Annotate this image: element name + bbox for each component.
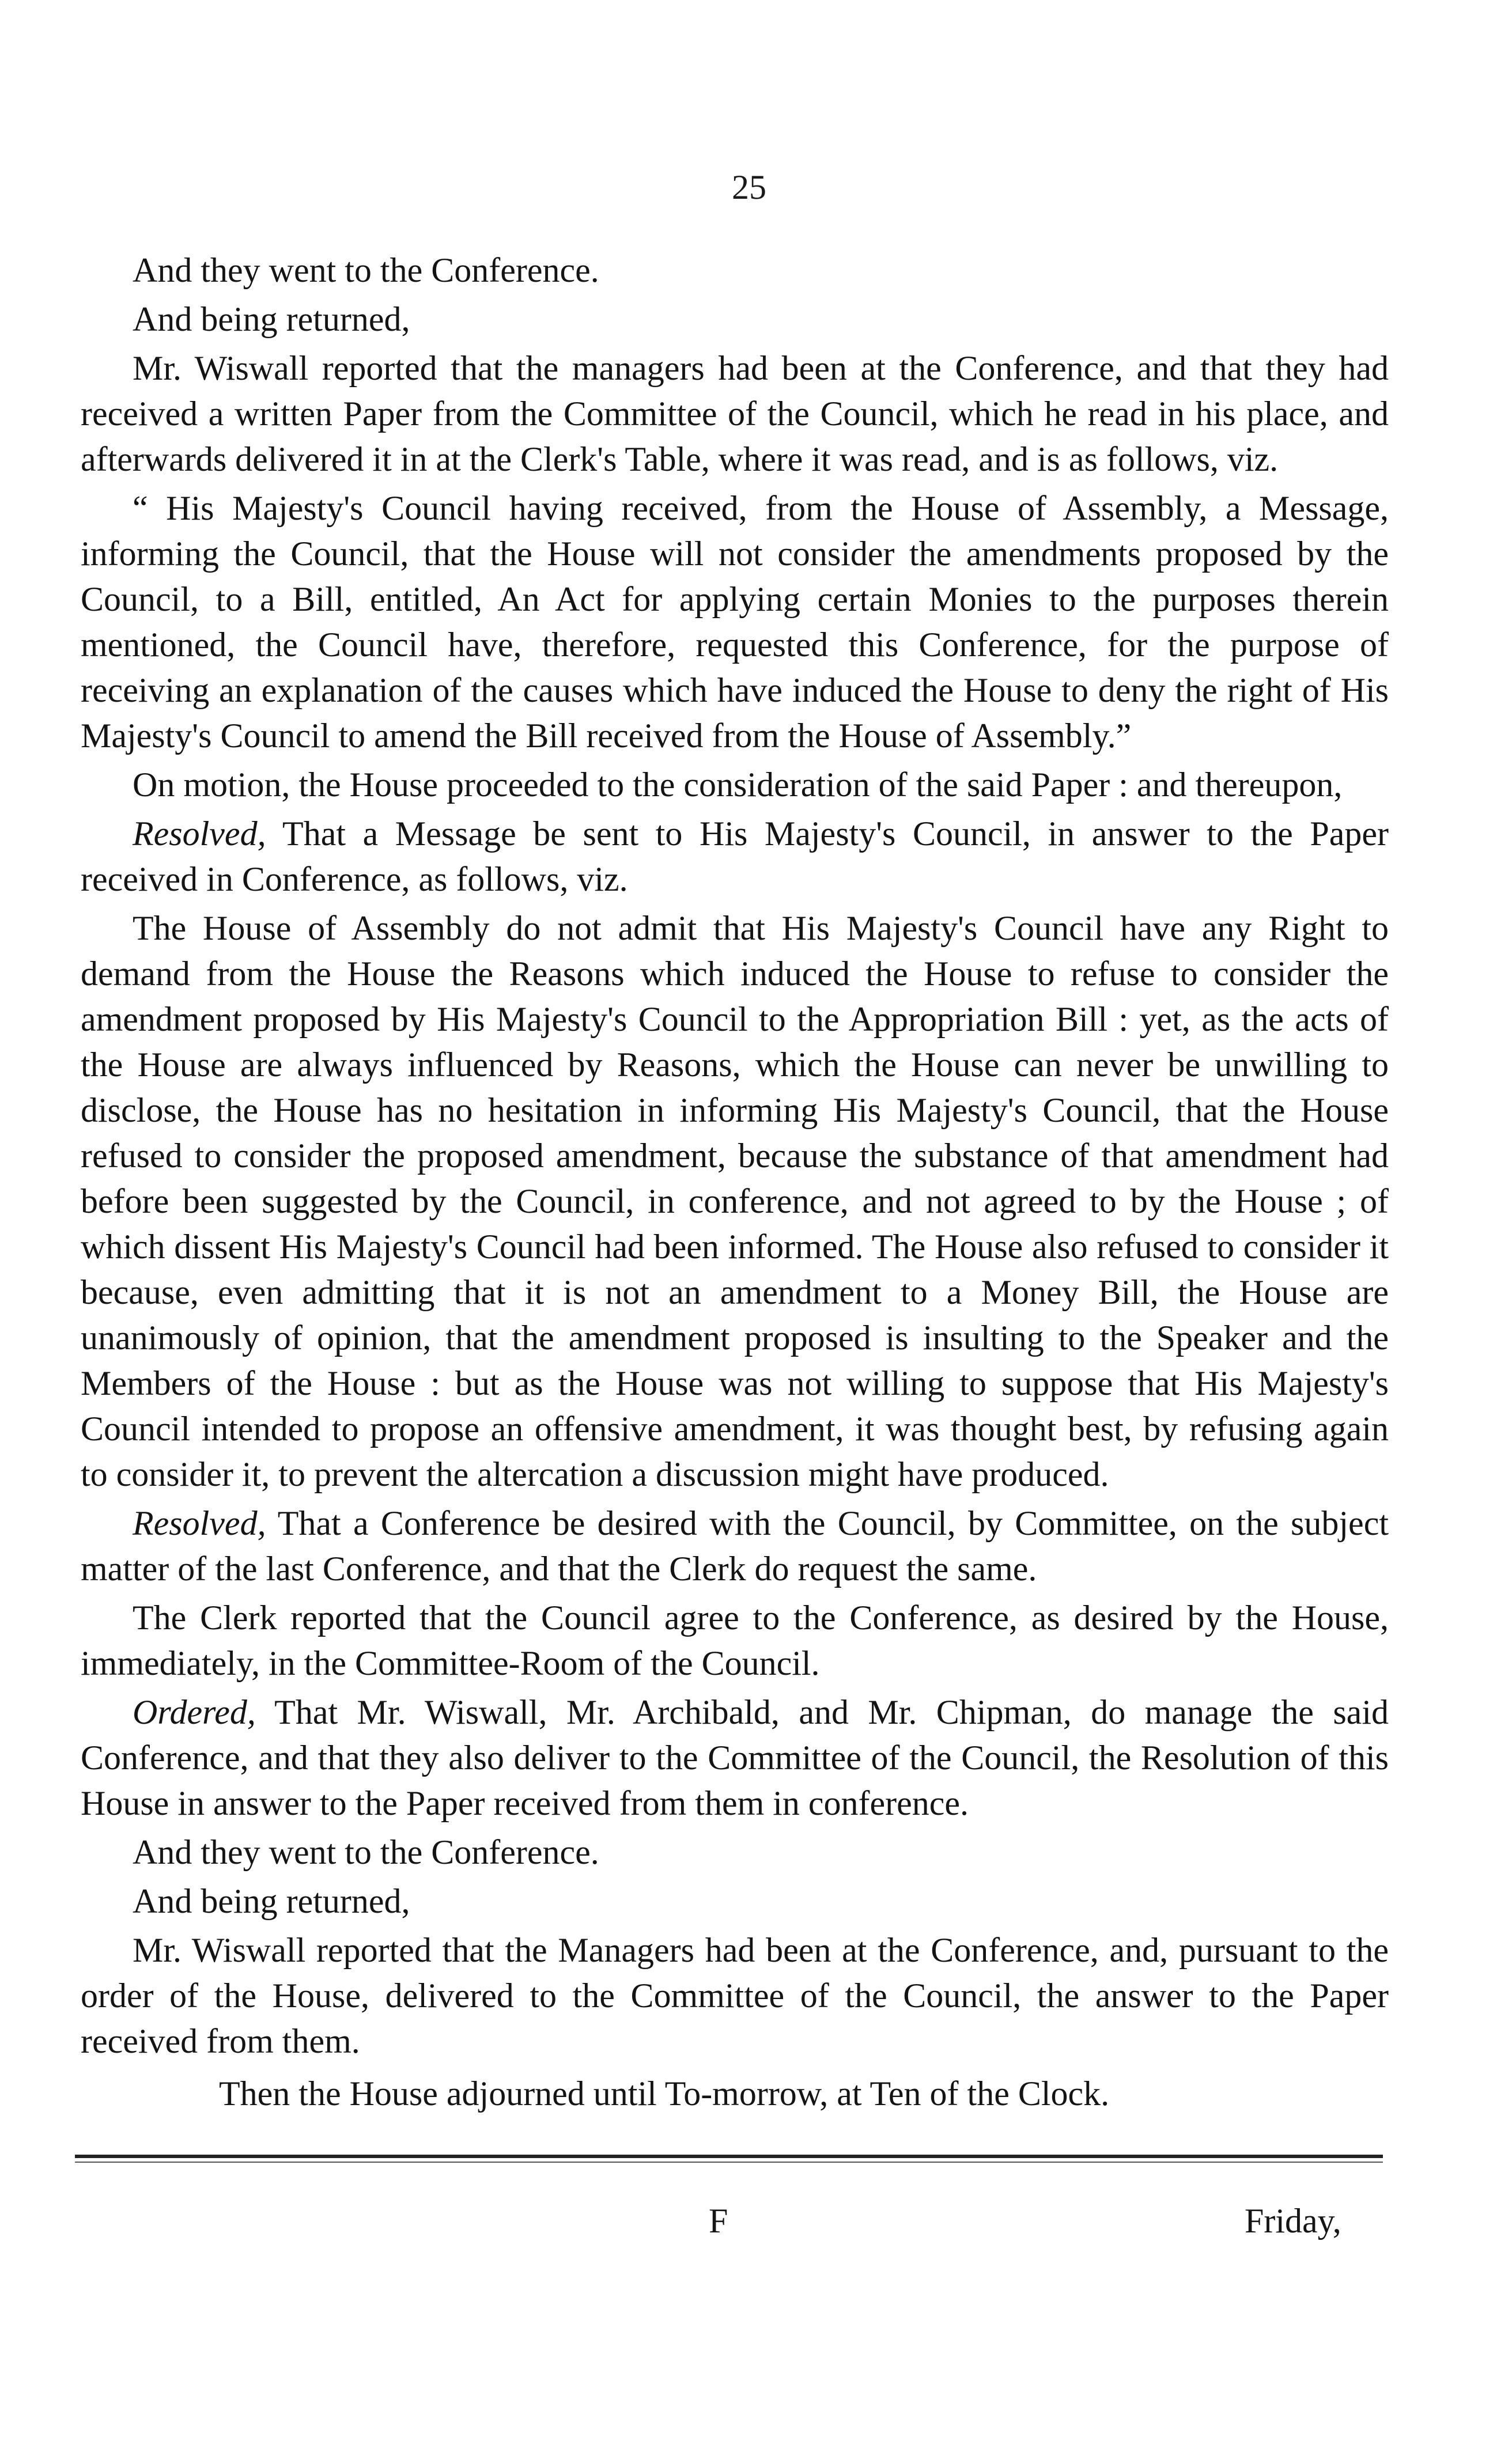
paragraph-text: And being returned, — [133, 300, 410, 338]
page-number: 25 — [732, 168, 766, 206]
paragraph-2 — [81, 297, 1389, 342]
paragraph-text: That Mr. Wiswall, Mr. Archibald, and Mr. Chipman, do manage the said Conference, and that they also deliver to the Committee of the Council, the Resolution of this House in answer to the Paper received from them in conference. — [81, 1693, 1389, 1822]
paragraph-lead: Resolved, — [133, 1504, 266, 1542]
paragraph-3 — [81, 346, 1389, 482]
paragraph-text: And they went to the Conference. — [133, 1833, 599, 1871]
paragraph-text: Mr. Wiswall reported that the managers had been at the Conference, and that they had received a written Paper from the Committee of the Council, which he read in his place, and afterwards delivered it in at the Clerk's Table, where it was read, and is as follows, viz. — [81, 349, 1389, 478]
paragraph-text: That a Message be sent to His Majesty's Council, in answer to the Paper received in Conference, as follows, viz. — [81, 815, 1389, 898]
paragraph-text: And being returned, — [133, 1882, 410, 1920]
journal-body — [81, 248, 1389, 2068]
paragraph-text: The House of Assembly do not admit that His Majesty's Council have any Right to demand from the House the Reasons which induced the House to refuse to consider the amendment proposed by His Majesty's Council to the Appropriation Bill : yet, as the acts of the House are always influenced by Reasons, which the House can never be unwilling to disclose, the House has no hesitation in informing His Majesty's Council, that the House refused to consider the proposed amendment, because the substance of that amendment had before been suggested by the Council, in conference, and not agreed to by the House ; of which dissent His Majesty's Council had been informed. The House also refused to consider it because, even admitting that it is not an amendment to a Money Bill, the House are unanimously of opinion, that the amendment proposed is insulting to the Speaker and the Members of the House : but as the House was not willing to suppose that His Majesty's Council intended to propose an offensive amendment, it was thought best, by refusing again to consider it, to prevent the altercation a discussion might have produced. — [81, 909, 1389, 1493]
paragraph-text: The Clerk reported that the Council agree to the Conference, as desired by the House, immediately, in the Committee-Room of the Council. — [81, 1599, 1389, 1682]
paragraph-9 — [81, 1595, 1389, 1686]
paragraph-10 — [81, 1690, 1389, 1826]
paragraph-text: And they went to the Conference. — [133, 251, 599, 289]
catchword: Friday, — [1245, 2202, 1341, 2240]
section-divider — [75, 2155, 1383, 2158]
paragraph-text: On motion, the House proceeded to the consideration of the said Paper : and thereupon, — [133, 766, 1343, 804]
paragraph-12 — [81, 1879, 1389, 1924]
paragraph-6 — [81, 811, 1389, 902]
council-paper-quote — [81, 486, 1389, 759]
paragraph-8 — [81, 1501, 1389, 1592]
paragraph-11 — [81, 1830, 1389, 1875]
paragraph-lead: Resolved, — [133, 815, 266, 853]
paragraph-lead: Ordered, — [133, 1693, 256, 1731]
paragraph-1 — [81, 248, 1389, 293]
paragraph-text: Mr. Wiswall reported that the Managers had been at the Conference, and, pursuant to the order of the House, delivered to the Committee of the Council, the answer to the Paper received from them. — [81, 1931, 1389, 2060]
section-divider-thin — [75, 2162, 1383, 2163]
signature-mark: F — [709, 2202, 728, 2240]
adjournment-line: Then the House adjourned until To-morrow, at Ten of the Clock. — [219, 2075, 1110, 2113]
paragraph-text: “ His Majesty's Council having received, from the House of Assembly, a Message, informing the Council, that the House will not consider the amendments proposed by the Council, to a Bill, entitled, An Act for applying certain Monies to the purposes therein mentioned, the Council have, therefore, requested this Conference, for the purpose of receiving an explanation of the causes which have induced the House to deny the right of His Majesty's Council to amend the Bill received from the House of Assembly.” — [81, 489, 1389, 755]
assembly-message — [81, 906, 1389, 1497]
paragraph-5 — [81, 762, 1389, 808]
paragraph-text: That a Conference be desired with the Council, by Committee, on the subject matter of the last Conference, and that the Clerk do request the same. — [81, 1504, 1389, 1588]
paragraph-13 — [81, 1928, 1389, 2064]
